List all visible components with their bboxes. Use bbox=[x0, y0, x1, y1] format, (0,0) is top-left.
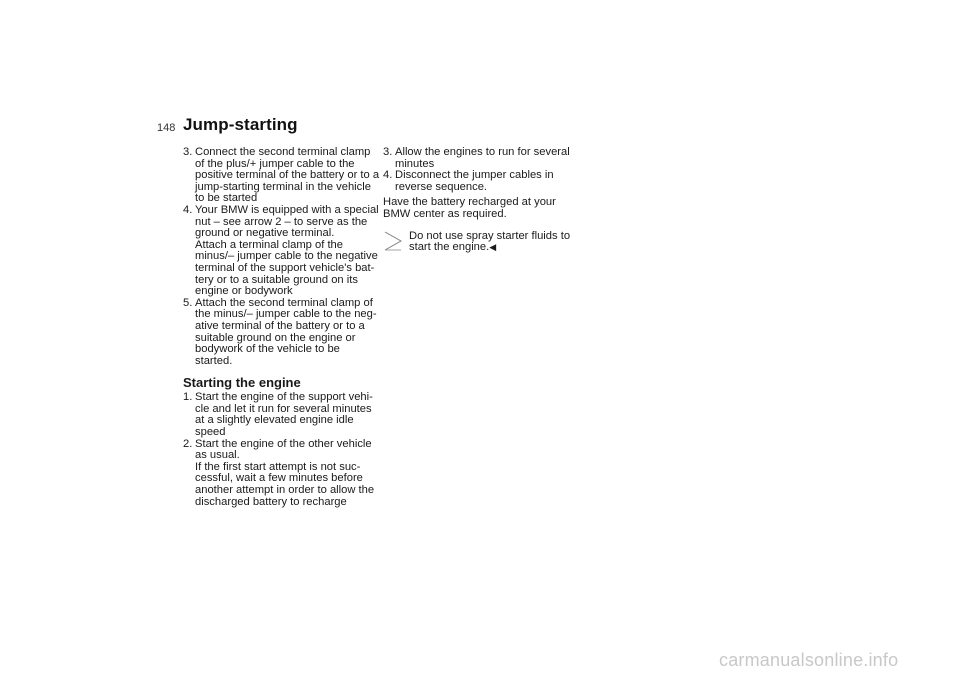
step-text-line: ative terminal of the battery or to a bbox=[195, 319, 365, 332]
step-text-line: at a slightly elevated engine idle bbox=[195, 414, 354, 427]
step-number: 3. bbox=[383, 146, 393, 158]
step-item bbox=[183, 203, 379, 298]
right-column bbox=[383, 147, 573, 257]
step-item bbox=[383, 147, 573, 170]
step-text-line: speed bbox=[195, 426, 226, 439]
step-text-line: positive terminal of the battery or to a bbox=[195, 169, 380, 182]
caution-triangle-icon bbox=[383, 231, 403, 251]
step-text-line: engine or bodywork bbox=[195, 285, 293, 298]
step-text-line: discharged battery to recharge bbox=[195, 495, 347, 508]
step-text-line: Attach a terminal clamp of the bbox=[195, 238, 343, 251]
recharge-paragraph bbox=[383, 197, 573, 220]
step-text-line: of the plus/+ jumper cable to the bbox=[195, 157, 355, 170]
paragraph-line: Have the battery recharged at your bbox=[383, 196, 556, 209]
step-number: 5. bbox=[183, 296, 193, 309]
step-text-line: ground or negative terminal. bbox=[195, 227, 335, 240]
step-text-line: Connect the second terminal clamp bbox=[195, 146, 371, 158]
section-heading: Starting the engine bbox=[183, 375, 301, 391]
step-item bbox=[183, 146, 380, 205]
step-text-line: Start the engine of the other vehicle bbox=[195, 437, 372, 450]
paragraph-line: BMW center as required. bbox=[383, 207, 507, 220]
note-text-end: start the engine. bbox=[409, 241, 490, 254]
step-text-line: to be started bbox=[195, 192, 258, 205]
caution-note bbox=[383, 231, 573, 257]
step-text-line: If the first start attempt is not suc- bbox=[195, 460, 361, 473]
left-column bbox=[183, 146, 380, 508]
step-item bbox=[183, 392, 375, 438]
step-text-line: another attempt in order to allow the bbox=[195, 484, 375, 497]
step-text-line: as usual. bbox=[195, 449, 240, 462]
step-text-line: bodywork of the vehicle to be bbox=[195, 343, 340, 356]
footer-watermark: carmanualsonline.info bbox=[719, 650, 899, 670]
step-number: 2. bbox=[183, 437, 193, 450]
note-text-line: Do not use spray starter fluids to bbox=[409, 229, 571, 242]
step-text-line: nut – see arrow 2 – to serve as the bbox=[195, 215, 368, 228]
step-text-line: Your BMW is equipped with a special bbox=[195, 203, 379, 216]
step-text-line: Allow the engines to run for several bbox=[395, 146, 570, 158]
step-text-line: started. bbox=[195, 354, 233, 367]
step-text-line: cle and let it run for several minutes bbox=[195, 402, 372, 415]
step-text-line: reverse sequence. bbox=[395, 180, 488, 193]
step-text-line: cessful, wait a few minutes before bbox=[195, 472, 363, 485]
step-text-line: suitable ground on the engine or bbox=[195, 331, 356, 344]
step-text-line: the minus/– jumper cable to the neg- bbox=[195, 308, 377, 321]
page-title: Jump-starting bbox=[183, 115, 298, 134]
step-item bbox=[383, 170, 573, 193]
step-text-line: minus/– jumper cable to the negative bbox=[195, 250, 378, 263]
page-number: 148 bbox=[157, 122, 176, 134]
step-text-line: Attach the second terminal clamp of bbox=[195, 296, 373, 309]
step-item bbox=[183, 439, 375, 509]
step-text-line: terminal of the support vehicle's bat- bbox=[195, 261, 375, 274]
step-number: 4. bbox=[383, 169, 393, 182]
step-number: 3. bbox=[183, 146, 193, 158]
step-text-line: tery or to a suitable ground on its bbox=[195, 273, 358, 286]
step-number: 4. bbox=[183, 203, 193, 216]
end-mark-icon: ◀ bbox=[489, 242, 497, 253]
step-text-line: Disconnect the jumper cables in bbox=[395, 169, 554, 182]
step-text-line: minutes bbox=[395, 157, 435, 170]
step-text-line: Start the engine of the support vehi- bbox=[195, 391, 373, 404]
note-text-line bbox=[409, 242, 573, 254]
step-number: 1. bbox=[183, 391, 193, 404]
step-item bbox=[183, 298, 375, 368]
step-text-line: jump-starting terminal in the vehicle bbox=[195, 180, 371, 193]
